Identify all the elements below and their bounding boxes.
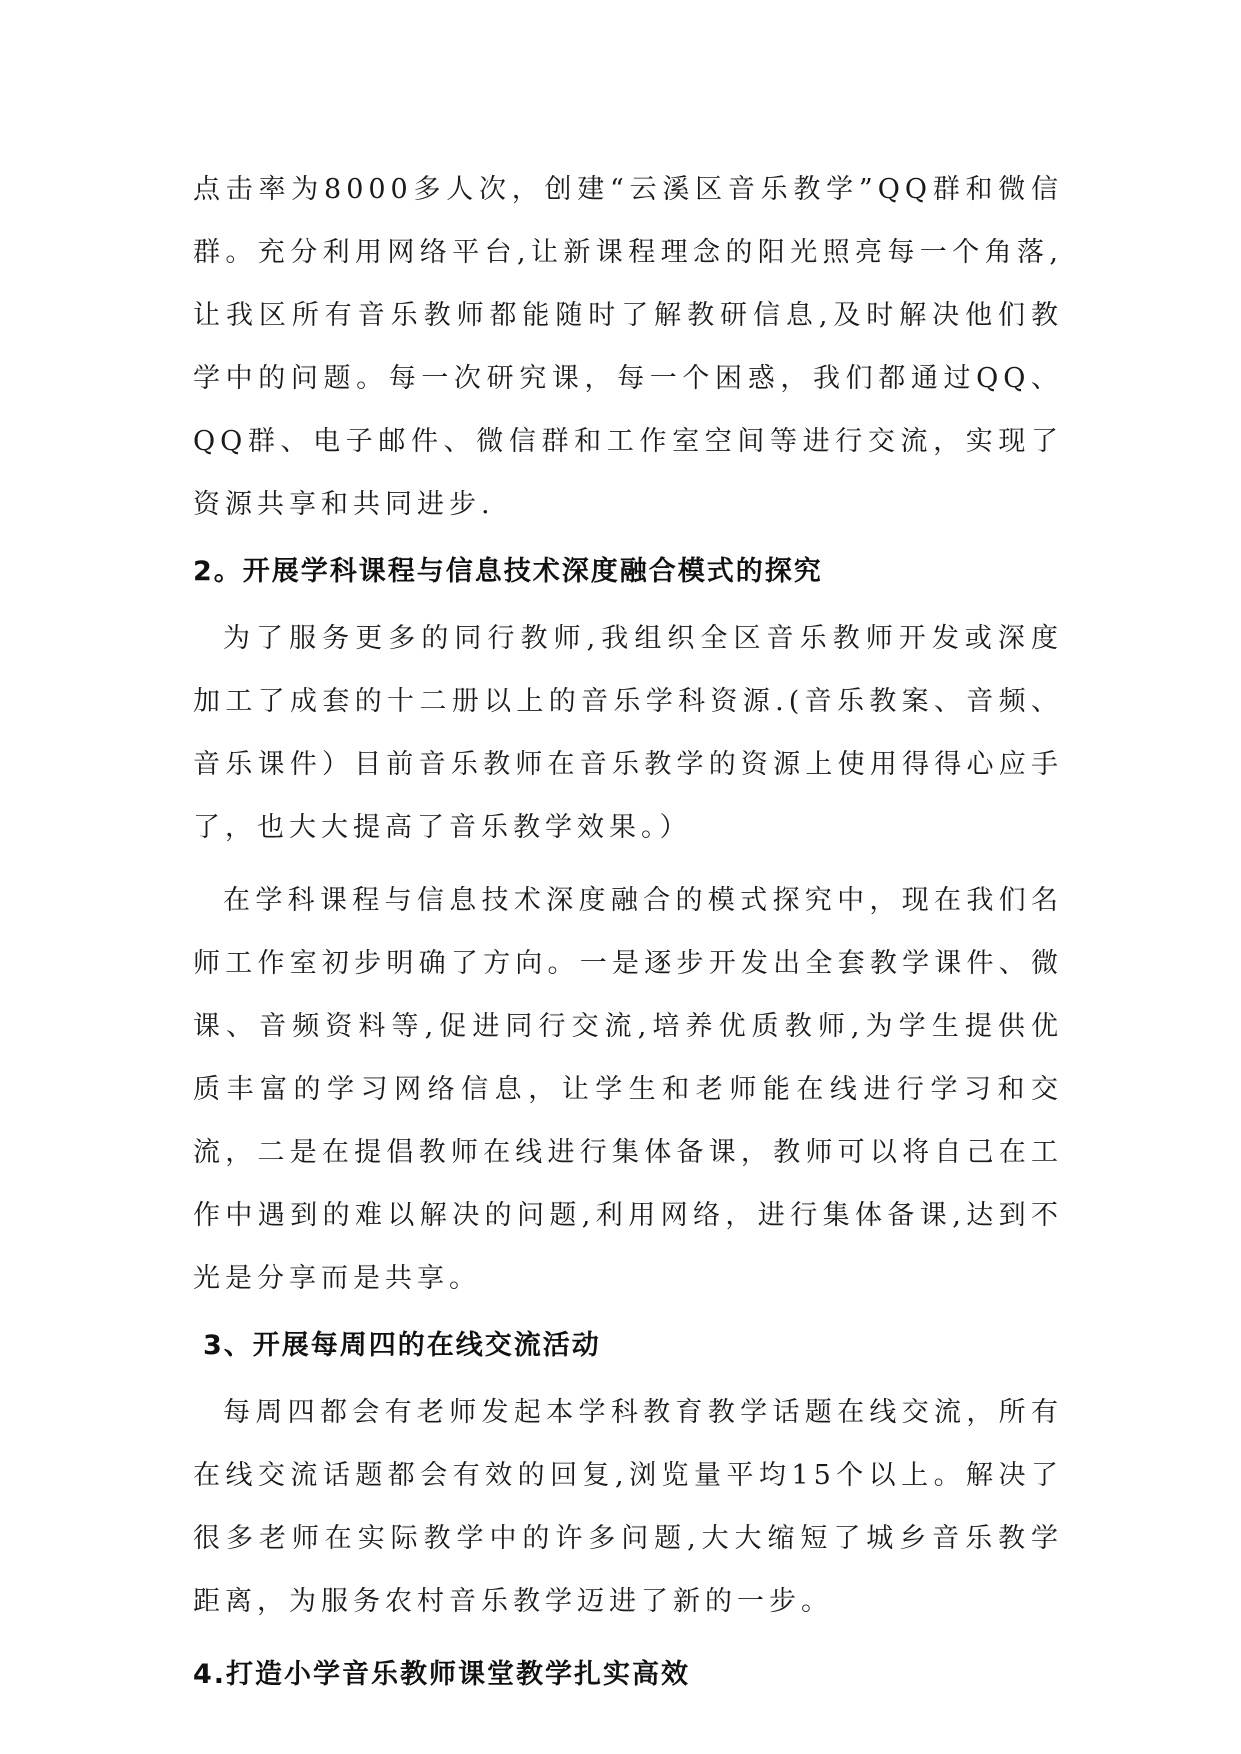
section-heading-2: 2。开展学科课程与信息技术深度融合模式的探究 xyxy=(193,556,823,587)
section-heading-3: 3、开展每周四的在线交流活动 xyxy=(203,1330,601,1361)
section-heading-4: 4.打造小学音乐教师课堂教学扎实高效 xyxy=(193,1659,691,1690)
paragraph-integration-model: 在学科课程与信息技术深度融合的模式探究中，现在我们名师工作室初步明确了方向。一是逐步开发出全套教学课件、微课、音频资料等,促进同行交流,培养优质教师,为学生提供优质丰富的学习网络信息，让学生和老师能在线进行学习和交流，二是在提倡教师在线进行集体备课，教师可以将自己在工作中遇到的难以解决的问题,利用网络，进行集体备课,达到不光是分享而是共享。 xyxy=(193,885,1063,1294)
paragraph-thursday-exchange: 每周四都会有老师发起本学科教育教学话题在线交流，所有在线交流话题都会有效的回复,浏览量平均15个以上。解决了很多老师在实际教学中的许多问题,大大缩短了城乡音乐教学距离，为服务农村音乐教学迈进了新的一步。 xyxy=(193,1397,1063,1617)
paragraph-online-platform: 点击率为8000多人次，创建“云溪区音乐教学”QQ群和微信群。充分利用网络平台,让新课程理念的阳光照亮每一个角落,让我区所有音乐教师都能随时了解教研信息,及时解决他们教学中的问题。每一次研究课，每一个困惑，我们都通过QQ、QQ群、电子邮件、微信群和工作室空间等进行交流，实现了资源共享和共同进步. xyxy=(193,174,1063,520)
document-body xyxy=(193,158,1063,1706)
paragraph-resources: 为了服务更多的同行教师,我组织全区音乐教师开发或深度加工了成套的十二册以上的音乐学科资源.(音乐教案、音频、音乐课件）目前音乐教师在音乐教学的资源上使用得得心应手了，也大大提高了音乐教学效果。） xyxy=(193,623,1063,843)
